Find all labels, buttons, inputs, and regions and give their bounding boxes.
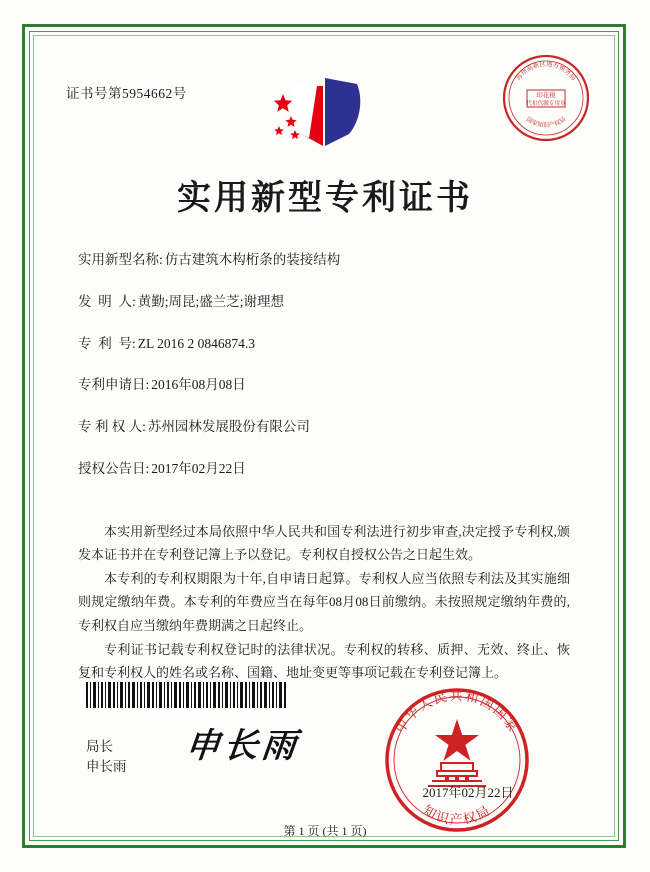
field-row-patent-number (78, 334, 578, 354)
field-value: 仿古建筑木构桁条的装接结构 (164, 252, 341, 267)
patent-office-emblem-icon (265, 72, 385, 152)
field-value: 黄勤;周昆;盛兰芝;谢理想 (137, 293, 285, 309)
body-paragraphs (78, 520, 570, 685)
svg-text:代扣代缴专用章: 代扣代缴专用章 (526, 101, 566, 107)
seal-date: 2017年02月22日 (422, 785, 514, 800)
signature-block (86, 737, 127, 778)
field-value: 苏州园林发展股份有限公司 (147, 419, 310, 434)
field-label: 授权公告日: (78, 460, 150, 476)
field-value: ZL 2016 2 0846874.3 (137, 335, 256, 351)
svg-text:中华人民共和国国家: 中华人民共和国国家 (393, 689, 521, 737)
director-name-label: 申长雨 (86, 759, 127, 775)
field-value: 2016年08月08日 (151, 377, 246, 393)
field-label: 专利申请日: (78, 377, 150, 393)
field-row-application-date (78, 375, 578, 395)
field-row-announcement-date (78, 459, 578, 479)
field-label: 发 明 人: (78, 293, 136, 309)
handwritten-signature: 申长雨 (183, 726, 302, 766)
page-title: 实用新型专利证书 (177, 178, 473, 218)
svg-text:苏州高新区地方税务局: 苏州高新区地方税务局 (514, 59, 578, 82)
official-seal (382, 685, 532, 835)
paragraph-1: 本实用新型经过本局依照中华人民共和国专利法进行初步审查,决定授予专利权,颁发本证书并在专利登记簿上予以登记。专利权自授权公告之日起生效。 (78, 524, 570, 563)
paragraph-2: 本专利的专利权期限为十年,自申请日起算。专利权人应当依照专利法及其实施细则规定缴纳年费。本专利的年费应当在每年08月08日前缴纳。未按照规定缴纳年费的,专利权自应当缴纳年费期满之日起终止。 (78, 571, 570, 633)
field-row-utility-model-name (78, 250, 578, 270)
paragraph-3: 专利证书记载专利权登记时的法律状况。专利权的转移、质押、无效、终止、恢复和专利权人的姓名或名称、国籍、地址变更等事项记载在专利登记簿上。 (78, 641, 570, 680)
barcode (86, 682, 286, 708)
field-label: 专 利 权 人: (78, 419, 146, 434)
field-list (78, 250, 578, 501)
field-row-patentee (78, 417, 578, 437)
svg-text:国家知识产权局: 国家知识产权局 (524, 115, 568, 130)
page-footer: 第 1 页 (共 1 页) (283, 824, 367, 838)
director-title-label: 局长 (86, 739, 113, 754)
certificate-number: 证书号第5954662号 (66, 86, 187, 101)
field-label: 专 利 号: (78, 335, 136, 351)
field-row-inventor (78, 292, 578, 312)
svg-text:印花税: 印花税 (536, 91, 556, 99)
svg-text:知识产权局: 知识产权局 (419, 802, 495, 828)
field-value: 2017年02月22日 (151, 460, 246, 476)
field-label: 实用新型名称: (78, 252, 163, 267)
tax-stamp-seal (500, 52, 592, 144)
